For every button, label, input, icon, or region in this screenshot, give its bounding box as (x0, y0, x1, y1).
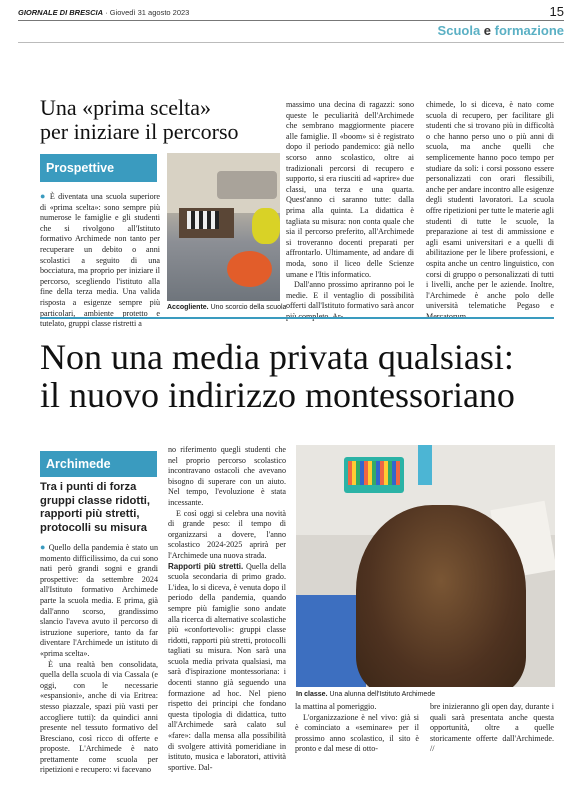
inline-subheading: Rapporti più stretti. (168, 561, 244, 571)
article1-column-1: ● È diventata una scuola superiore di «prima scelta»: sono sempre più numerose le famiglie e gli studenti che si rivolgono all'Istituto formativo Archimede non tanto per recuperare un debito o anni scolastici a seguito di una bocciatura, ma proprio per iniziare il percorso, scegliendo l'istituto alla fine della terza media. Una valida risposta a esigenze sempre più particolari, ambiente protetto e tutelato, gruppi classe ristretti a (40, 191, 160, 329)
article-separator (40, 317, 554, 319)
article1-title: Una «prima scelta» per iniziare il percorso (40, 95, 239, 144)
issue-date: Giovedì 31 agosto 2023 (109, 8, 190, 17)
article2-subtitle: Tra i punti di forza gruppi classe ridotti, rapporti più stretti, protocolli su misura (40, 481, 151, 534)
article2-column-2: no riferimento quegli studenti che nel proprio percorso scolastico incontravano ostacoli che avevano bisogno di superare con un aiuto. Nel tempo, l'evoluzione è stata incessante. E così oggi si celebra una novità di grande peso: il tempo di organizzarsi a dovere, l'anno scolastico 2024-2025 aprirà per l'Archimede una nuova strada. Rapporti più stretti. Quella della scuola secondaria di primo grado. L'idea, lo si diceva, è venuta dopo il periodo della pandemia, quando sempre più famiglie sono andate alla ricerca di alternative scolastiche più «confortevoli»: gruppi classe ridotti, rapporti più stretti, protocolli tagliati su misura. Non sarà una scuola media privata qualsiasi, ma sarà d'ispirazione montessoriana: i docenti stanno già seguendo una formazione ad hoc. Nel pieno rispetto dei principi che fondano questa tipologia di didattica, tutto all'Archimede sarà calato sul «fare»: dalla mensa alla possibilità di svolgere attività pomeridiane in istituto, musica e laboratori, attività sportive. Dal- (168, 445, 287, 772)
school-interior-photo (167, 153, 280, 301)
article1-column-3: chimede, lo si diceva, è nato come scuola di recupero, per facilitare gli studenti che si trovano più in difficoltà o che hanno perso uno o più anni di scuola, ma anche quelli che semplicemente hanno poco tempo per studiare da soli: i corsi possono essere personalizzati con orari flessibili, anche per andare incontro alle esigenze degli studenti lavoratori. La scuola offre ripetizioni per tutte le materie agli studenti di tutte le scuole, la preparazione ai test di ammissione e agli esami universitari e a quelli di abilitazione per le libere professioni, e ospita anche un centro linguistico, con corsi di gruppo o personalizzati di tutti i livelli, anche per le aziende. Inoltre, l'Archimede è anche polo delle università telematiche Pegaso e Mercatorum. (426, 100, 554, 321)
article2-column-4: bre inizieranno gli open day, durante i quali sarà presentata anche questa opportunità, oltre a quelle storicamente offerte dall'Archimede. // (430, 702, 554, 754)
article2-tag: Archimede (40, 451, 157, 477)
newspaper-name: GIORNALE DI BRESCIA (18, 8, 104, 17)
article1-column-2: massimo una decina di ragazzi: sono queste le peculiarità dell'Archimede che sembrano maggiormente piacere alle famiglie. Il «boom» si è registrato dopo il periodo pandemico: già nello scorso anno scolastico, oltre ai tradizionali percorsi di recupero e supporto, si era riusciti ad «aprire» due classi, una terza e una quarta. Quest'anno ci saranno tutte: dalla prima alla quinta. La didattica è tagliata su misura: non conta quale che sia il percorso preferito, all'Archimede si troveranno docenti preparati per affrontarlo. Ultimamente, ad andare di moda, sono il liceo delle Scienze umane e l'Itis informatico. Dall'anno prossimo apriranno poi le medie. E il ventaglio di possibilità offerti dall'Istituto formativo sarà ancor più completo. Ar- (286, 100, 414, 321)
student-figure (356, 505, 526, 687)
article2-column-3: la mattina al pomeriggio. L'organizzazione è nel vivo: già si è cominciato a «seminare» per il prossimo anno scolastico, il sito è pronto e dal mese di otto- (295, 702, 419, 754)
bullet-icon: ● (40, 191, 47, 201)
page-number: 15 (549, 4, 564, 19)
bullet-icon: ● (40, 542, 47, 552)
chessboard (187, 211, 219, 229)
article1-tag: Prospettive (40, 154, 157, 182)
photo2-caption: In classe. Una alunna dell'Istituto Archimede (296, 691, 436, 698)
article2-title: Non una media privata qualsiasi: il nuovo indirizzo montessoriano (40, 337, 515, 415)
section-rule (18, 42, 564, 43)
water-bottle (418, 445, 432, 485)
header-rule (18, 20, 564, 21)
section-title: Scuola e formazione (437, 23, 564, 38)
photo1-caption: Accogliente. Uno scorcio della scuola (167, 304, 287, 311)
masthead: GIORNALE DI BRESCIA · Giovedì 31 agosto 2023 (18, 8, 190, 17)
article2-column-1: ● Quello della pandemia è stato un momento difficilissimo, da cui sono nati però grandi sogni e grandi prospettive: da settembre 2024 all'Istituto formativo Archimede parte la scuola media. E prima, già dall'anno scorso, grandissimo slancio l'aveva avuto il percorso di istruzione superiore, tanto da far diventare l'Archimede un istituto di «prima scelta». È una realtà ben consolidata, quella della scuola di via Cassala (e oggi, con le necessarie «espansioni», anche di via Eritrea: stesso piazzale, spazi più vasti per accogliere tutti): da quindici anni presente nel tessuto formativo del Bresciano, così ricco di offerte e proposte. L'Archimede è nato prettamente come scuola per ripetizioni e recupero: vi facevano (40, 542, 159, 775)
student-desk-photo (296, 445, 555, 687)
